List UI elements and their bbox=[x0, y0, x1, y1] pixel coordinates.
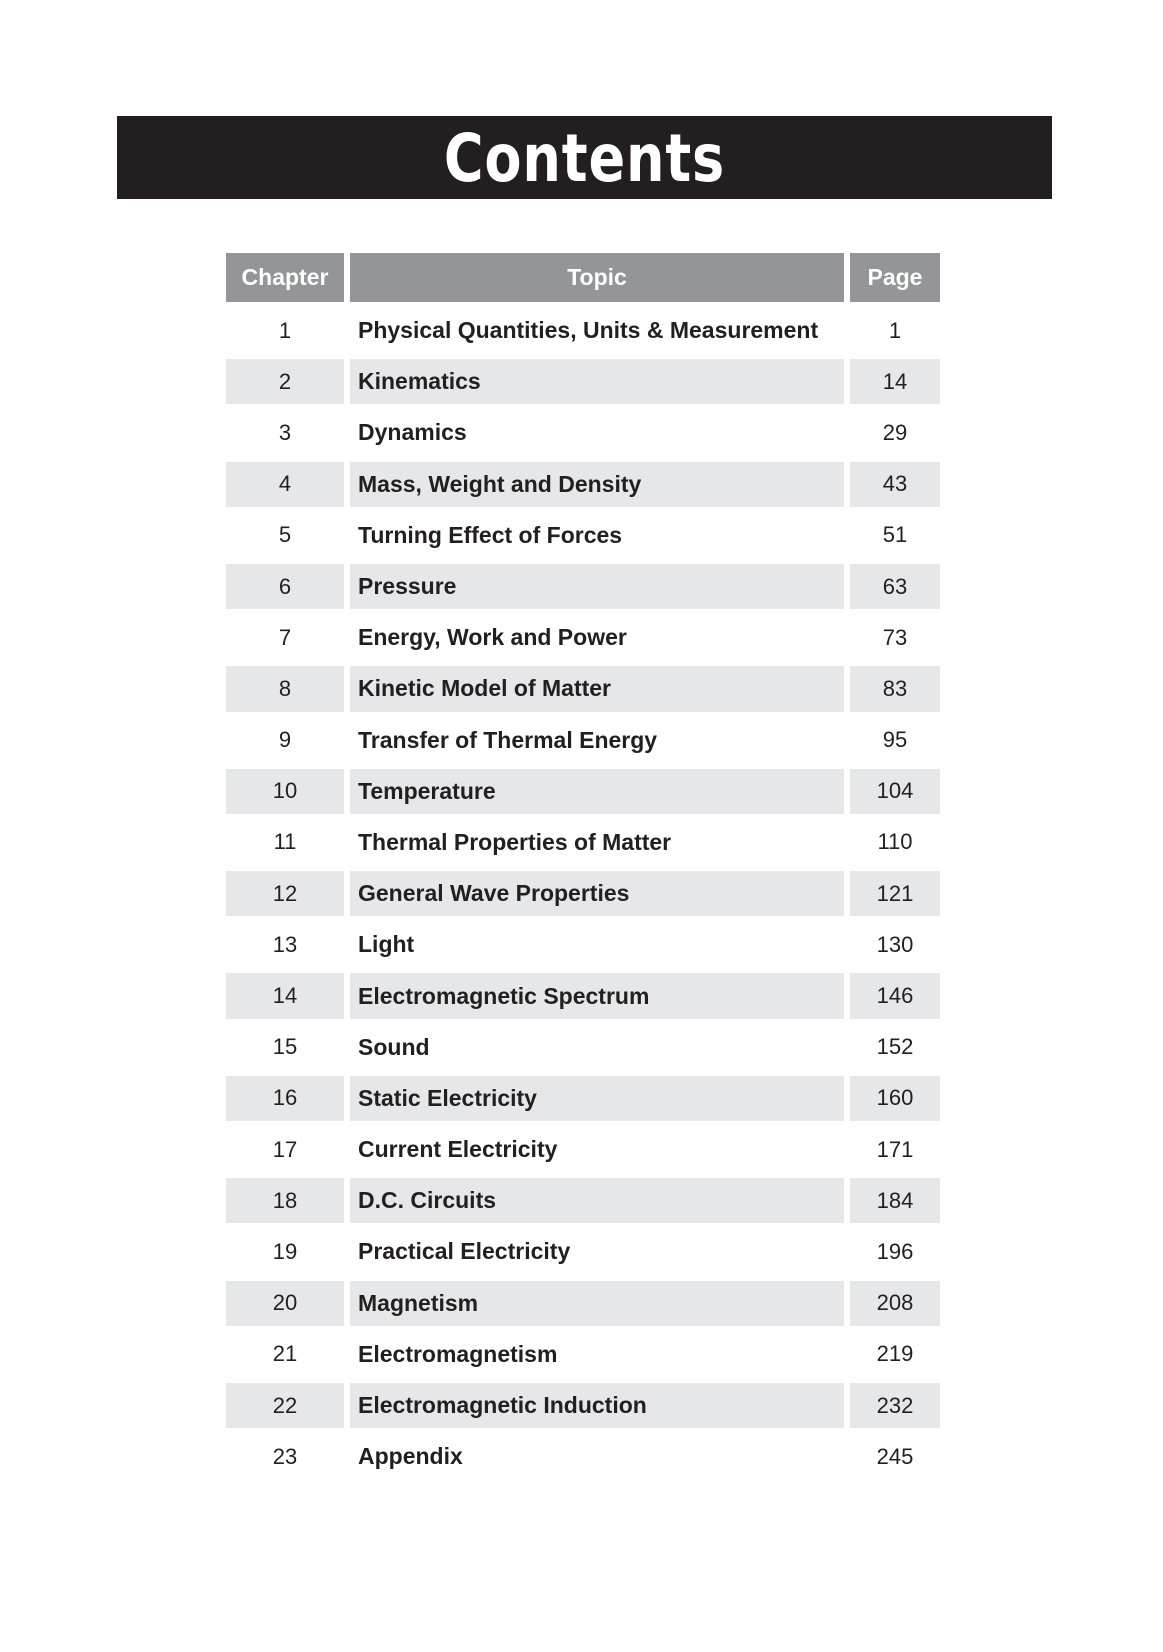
topic-cell bbox=[350, 871, 844, 916]
page-number: 1 bbox=[888, 317, 902, 343]
chapter-number: 19 bbox=[272, 1238, 298, 1264]
page-number: 121 bbox=[850, 871, 940, 916]
topic-cell bbox=[350, 513, 844, 558]
topic-cell bbox=[350, 359, 844, 404]
topic-title[interactable]: Pressure bbox=[358, 573, 457, 600]
table-row[interactable] bbox=[226, 663, 940, 714]
chapter-number: 13 bbox=[272, 931, 298, 957]
header-topic: Topic bbox=[350, 253, 844, 302]
topic-cell bbox=[350, 820, 844, 865]
topic-cell bbox=[350, 410, 844, 455]
table-row[interactable] bbox=[226, 1278, 940, 1329]
topic-title[interactable]: Practical Electricity bbox=[358, 1238, 571, 1265]
topic-title[interactable]: Electromagnetism bbox=[358, 1340, 558, 1367]
topic-title[interactable]: Static Electricity bbox=[358, 1084, 537, 1111]
table-row[interactable] bbox=[226, 868, 940, 919]
header-chapter: Chapter bbox=[226, 253, 344, 302]
topic-cell bbox=[350, 769, 844, 814]
chapter-number: 10 bbox=[226, 769, 344, 814]
topic-title[interactable]: Energy, Work and Power bbox=[358, 624, 627, 651]
table-row[interactable] bbox=[226, 612, 940, 663]
chapter-number: 2 bbox=[226, 359, 344, 404]
chapter-number: 5 bbox=[278, 522, 292, 548]
topic-title[interactable]: Mass, Weight and Density bbox=[358, 470, 642, 497]
topic-title[interactable]: Kinetic Model of Matter bbox=[358, 675, 612, 702]
topic-title[interactable]: Physical Quantities, Units & Measurement bbox=[358, 317, 819, 344]
table-row[interactable] bbox=[226, 356, 940, 407]
page-number: 104 bbox=[850, 769, 940, 814]
table-row[interactable] bbox=[226, 407, 940, 458]
topic-title[interactable]: Turning Effect of Forces bbox=[358, 521, 623, 548]
table-header bbox=[226, 253, 940, 302]
topic-title[interactable]: Dynamics bbox=[358, 419, 467, 446]
chapter-number: 9 bbox=[278, 727, 292, 753]
chapter-number: 18 bbox=[226, 1178, 344, 1223]
topic-cell bbox=[350, 1178, 844, 1223]
topic-cell bbox=[350, 462, 844, 507]
page-number: 63 bbox=[850, 564, 940, 609]
topic-cell bbox=[350, 922, 844, 967]
topic-title[interactable]: Light bbox=[358, 931, 415, 958]
topic-cell bbox=[350, 1229, 844, 1274]
topic-cell bbox=[350, 1025, 844, 1070]
table-row[interactable] bbox=[226, 817, 940, 868]
header-page: Page bbox=[850, 253, 940, 302]
topic-cell bbox=[350, 308, 844, 353]
chapter-number: 21 bbox=[272, 1341, 298, 1367]
topic-title[interactable]: Current Electricity bbox=[358, 1136, 558, 1163]
topic-cell bbox=[350, 1332, 844, 1377]
table-row[interactable] bbox=[226, 919, 940, 970]
page-number: 73 bbox=[882, 624, 908, 650]
page-number: 160 bbox=[850, 1076, 940, 1121]
table-row[interactable] bbox=[226, 1380, 940, 1431]
chapter-number: 17 bbox=[272, 1136, 298, 1162]
table-row[interactable] bbox=[226, 510, 940, 561]
page-number: 14 bbox=[850, 359, 940, 404]
page-number: 232 bbox=[850, 1383, 940, 1428]
chapter-number: 23 bbox=[272, 1443, 298, 1469]
topic-title[interactable]: Appendix bbox=[358, 1443, 463, 1470]
chapter-number: 6 bbox=[226, 564, 344, 609]
chapter-number: 4 bbox=[226, 462, 344, 507]
table-row[interactable] bbox=[226, 1124, 940, 1175]
page-number: 110 bbox=[877, 829, 913, 855]
topic-cell bbox=[350, 1281, 844, 1326]
page-number: 245 bbox=[876, 1443, 914, 1469]
contents-table bbox=[226, 253, 940, 1482]
chapter-number: 1 bbox=[278, 317, 292, 343]
topic-title[interactable]: Electromagnetic Induction bbox=[358, 1392, 647, 1419]
table-body bbox=[226, 305, 940, 1482]
page-number: 51 bbox=[882, 522, 908, 548]
chapter-number: 11 bbox=[273, 829, 297, 855]
chapter-number: 16 bbox=[226, 1076, 344, 1121]
page-number: 171 bbox=[876, 1136, 914, 1162]
topic-title[interactable]: Temperature bbox=[358, 777, 496, 804]
topic-title[interactable]: Magnetism bbox=[358, 1289, 479, 1316]
page-number: 146 bbox=[850, 973, 940, 1018]
table-row[interactable] bbox=[226, 1329, 940, 1380]
page-number: 130 bbox=[876, 931, 914, 957]
page-number: 196 bbox=[876, 1238, 914, 1264]
table-row[interactable] bbox=[226, 1073, 940, 1124]
topic-cell bbox=[350, 1127, 844, 1172]
topic-cell bbox=[350, 1434, 844, 1479]
table-row[interactable] bbox=[226, 305, 940, 356]
topic-title[interactable]: General Wave Properties bbox=[358, 880, 630, 907]
table-row[interactable] bbox=[226, 1431, 940, 1482]
topic-title[interactable]: Transfer of Thermal Energy bbox=[358, 726, 658, 753]
page-number: 152 bbox=[876, 1034, 914, 1060]
table-row[interactable] bbox=[226, 561, 940, 612]
topic-cell bbox=[350, 564, 844, 609]
topic-cell bbox=[350, 615, 844, 660]
chapter-number: 8 bbox=[226, 666, 344, 711]
topic-cell bbox=[350, 973, 844, 1018]
topic-cell bbox=[350, 666, 844, 711]
topic-title[interactable]: Kinematics bbox=[358, 368, 481, 395]
topic-title[interactable]: Thermal Properties of Matter bbox=[358, 828, 672, 855]
table-row[interactable] bbox=[226, 970, 940, 1021]
table-row[interactable] bbox=[226, 715, 940, 766]
page-number: 83 bbox=[850, 666, 940, 711]
chapter-number: 14 bbox=[226, 973, 344, 1018]
topic-title[interactable]: D.C. Circuits bbox=[358, 1187, 497, 1214]
page-number: 29 bbox=[882, 419, 908, 445]
chapter-number: 3 bbox=[278, 419, 292, 445]
page-title: Contents bbox=[443, 119, 726, 197]
page-number: 43 bbox=[850, 462, 940, 507]
chapter-number: 15 bbox=[272, 1034, 298, 1060]
topic-cell bbox=[350, 718, 844, 763]
chapter-number: 20 bbox=[226, 1281, 344, 1326]
topic-cell bbox=[350, 1076, 844, 1121]
table-row[interactable] bbox=[226, 459, 940, 510]
page-number: 184 bbox=[850, 1178, 940, 1223]
page-number: 208 bbox=[850, 1281, 940, 1326]
topic-title[interactable]: Electromagnetic Spectrum bbox=[358, 982, 650, 1009]
table-row[interactable] bbox=[226, 766, 940, 817]
title-banner bbox=[117, 116, 1052, 199]
chapter-number: 12 bbox=[226, 871, 344, 916]
chapter-number: 22 bbox=[226, 1383, 344, 1428]
table-row[interactable] bbox=[226, 1226, 940, 1277]
page-number: 219 bbox=[876, 1341, 914, 1367]
page-number: 95 bbox=[882, 727, 908, 753]
topic-title[interactable]: Sound bbox=[358, 1033, 430, 1060]
table-row[interactable] bbox=[226, 1175, 940, 1226]
topic-cell bbox=[350, 1383, 844, 1428]
table-row[interactable] bbox=[226, 1022, 940, 1073]
chapter-number: 7 bbox=[278, 624, 292, 650]
